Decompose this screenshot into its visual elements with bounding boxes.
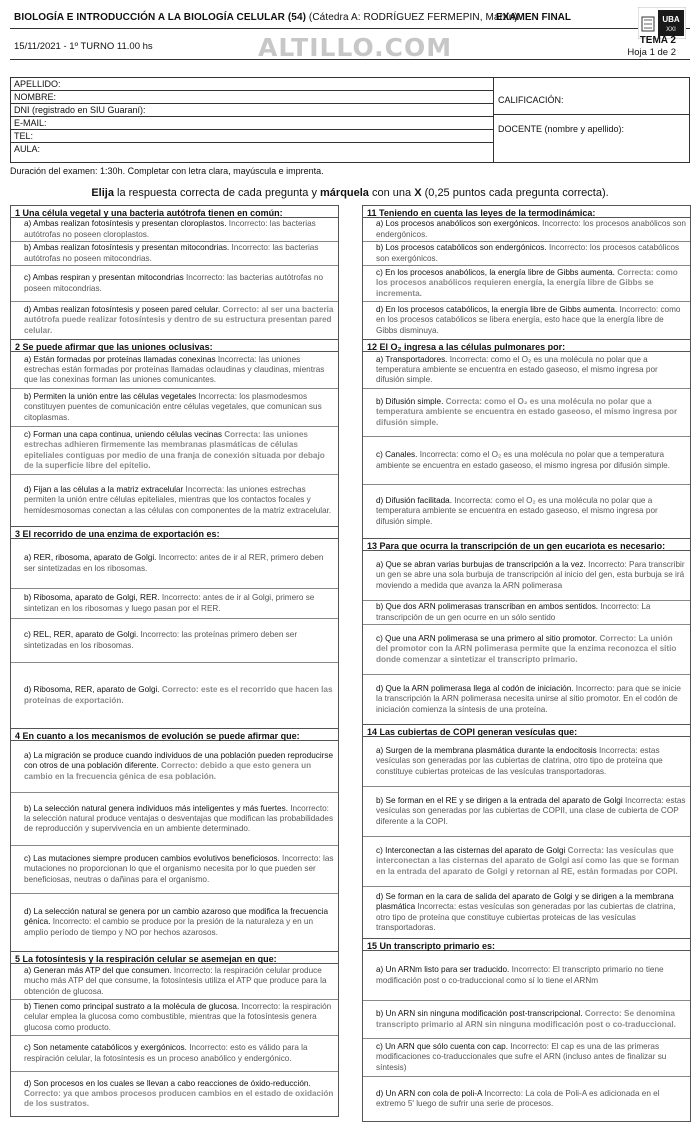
instr-part: (0,25 puntos cada pregunta correcta). xyxy=(421,187,609,199)
option-text: b) Ribosoma, aparato de Golgi, RER. xyxy=(24,593,162,603)
correct-explanation: Correcto: este es el recorrido que hacen las proteínas de exportación. xyxy=(24,685,333,705)
answer-option-text xyxy=(24,430,334,471)
question-block xyxy=(363,340,690,539)
option-text: a) Ambas realizan fotosíntesis y presentan cloroplastos. xyxy=(24,219,229,229)
incorrect-explanation: Incorrecto: la respiración celular emplea la glucosa como combustible, mientras que la fotosíntesis genera glucosa como producto. xyxy=(24,1002,332,1032)
answer-option[interactable] xyxy=(363,737,690,787)
incorrect-explanation: Incorrecta: como el O₂ es una molécula no polar que a temperatura ambiente se encuentra en estado gaseoso, el mismo ingresa por difusión simple. xyxy=(376,354,658,385)
student-field-1[interactable]: NOMBRE: xyxy=(11,91,493,104)
instr-part: Elija xyxy=(91,187,114,199)
header-date-row xyxy=(10,29,690,60)
incorrect-explanation: Incorrecto: La cola de Poli-A es adicionada en el extremo 5' luego de sufrir una serie de procesos. xyxy=(376,1088,660,1108)
option-text: d) En los procesos catabólicos, la energía libre de Gibbs aumenta. xyxy=(376,305,620,315)
exam-type: EXAMEN FINAL xyxy=(496,12,571,23)
answer-option-text xyxy=(376,219,686,239)
answer-option-text xyxy=(376,305,686,336)
answer-option[interactable] xyxy=(363,437,690,485)
option-text: a) La migración se produce cuando individuos de una población pueden reproducirse con otros de una población diferente. xyxy=(24,751,334,771)
answer-option[interactable] xyxy=(363,302,690,340)
option-text: c) Canales. xyxy=(376,450,420,460)
answer-option-text xyxy=(376,268,686,299)
correct-explanation: Correcto: ya que ambos procesos producen cambios en el estado de oxidación de los sustratos. xyxy=(24,1088,334,1109)
answer-option-text xyxy=(376,746,686,777)
question-title: 3 El recorrido de una enzima de exportación es: xyxy=(11,527,338,539)
answer-option-text xyxy=(24,1079,334,1110)
question-title: 15 Un transcripto primario es: xyxy=(363,939,690,951)
answer-option-text xyxy=(24,305,334,336)
question-title: 4 En cuanto a los mecanismos de evolución se puede afirmar que: xyxy=(11,729,338,741)
correct-explanation: Correcto: debido a que esto genera un cambio en la frecuencia génica de esa población. xyxy=(24,761,312,781)
option-text: a) RER, ribosoma, aparato de Golgi. xyxy=(24,553,159,563)
answer-option-text xyxy=(376,560,686,591)
question-block xyxy=(11,340,338,527)
option-text: c) Las mutaciones siempre producen cambios evolutivos beneficiosos. xyxy=(24,854,283,864)
answer-option[interactable] xyxy=(363,625,690,675)
incorrect-explanation: Incorrecto: las bacterias autótrofas no poseen cloroplastos. xyxy=(24,219,316,239)
answer-option[interactable] xyxy=(11,663,338,729)
incorrect-explanation: Incorrecta: estas vesículas son generadas por las cubiertas de clatrina, otro tipo de proteína que constituye cubiertas proteicas de las vesículas transportadoras. xyxy=(376,746,663,776)
answer-option-text xyxy=(24,485,334,516)
answer-option[interactable] xyxy=(363,1039,690,1077)
answer-option[interactable] xyxy=(363,485,690,539)
option-text: d) Son procesos en los cuales se llevan a cabo reacciones de óxido-reducción. xyxy=(24,1078,311,1088)
answer-option-text xyxy=(24,804,334,835)
answer-option[interactable] xyxy=(11,266,338,302)
answer-option[interactable] xyxy=(11,894,338,952)
answer-option[interactable] xyxy=(363,951,690,1001)
correct-explanation: Correcto: Se denomina transcripto primario al ARN sin ninguna modificación post o co-traduccional. xyxy=(376,1009,676,1029)
answer-option-text xyxy=(24,630,334,650)
answer-option-text xyxy=(376,602,686,622)
instr-part: la respuesta correcta de cada pregunta y xyxy=(113,187,321,199)
answer-option-text xyxy=(376,892,686,933)
tema-label: TEMA 2 xyxy=(639,35,676,46)
answer-option[interactable] xyxy=(363,675,690,725)
docente-label: DOCENTE (nombre y apellido): xyxy=(498,124,625,134)
question-block xyxy=(363,725,690,939)
answer-option[interactable] xyxy=(363,218,690,242)
student-field-5[interactable]: AULA: xyxy=(14,144,41,154)
answer-option[interactable] xyxy=(363,887,690,939)
option-text: c) Forman una capa continua, uniendo células vecinas xyxy=(24,430,225,440)
answer-option[interactable] xyxy=(11,1072,338,1116)
question-block xyxy=(11,952,338,1116)
correct-explanation: Correcta: las uniones estrechas adhieren firmemente las membranas plasmáticas de células epiteliales contiguas por medio de una franja de conexión situada por debajo de la superficie libre del epitelio. xyxy=(24,430,325,470)
answer-option[interactable] xyxy=(11,302,338,340)
answer-option[interactable] xyxy=(11,589,338,619)
incorrect-explanation: Incorrecto: el cambio se produce por la presión de la naturaleza y en un amplio período de tiempo y NO por hechos azarosos. xyxy=(24,917,314,937)
answer-option-text xyxy=(24,966,334,997)
student-field-2[interactable]: DNI (registrado en SIU Guaraní): xyxy=(11,104,493,117)
option-text: d) Difusión facilitada. xyxy=(376,496,455,506)
question-block xyxy=(11,527,338,729)
incorrect-explanation: Incorrecto: las mutaciones no proporcionan lo que el organismo necesita por lo que pueden ser beneficiosas, neutras o dañinas para el organismo. xyxy=(24,854,334,884)
incorrect-explanation: Incorrecto: El transcripto primario no tiene modificación post o co-traduccional como sí lo tiene el ARNm xyxy=(376,965,664,985)
incorrect-explanation: Incorrecto: la selección natural produce ventajas o desventajas que modifican las probabilidades de reproducción y supervivencia en un ambiente determinado. xyxy=(24,803,334,834)
answer-option[interactable] xyxy=(11,964,338,1000)
incorrect-explanation: Incorrecto: las bacterias autótrofas no poseen mitocondrias. xyxy=(24,273,324,293)
answer-option-text xyxy=(376,846,686,877)
answer-option[interactable] xyxy=(11,846,338,894)
question-title: 5 La fotosíntesis y la respiración celular se asemejan en que: xyxy=(11,952,338,964)
student-field-0[interactable]: APELLIDO: xyxy=(11,78,493,91)
answer-option-text xyxy=(24,553,334,573)
incorrect-explanation: Incorrecta: estas vesículas son generadas por las cubiertas de clatrina, otro tipo de proteína que constituye cubiertas proteicas de las vesículas transportadoras. xyxy=(376,902,676,932)
answer-option[interactable] xyxy=(363,266,690,302)
correct-explanation: Correcta: como los procesos anabólicos requieren energía, la energía libre de Gibbs se incrementa. xyxy=(376,268,678,298)
answer-option-text xyxy=(24,243,334,263)
incorrect-explanation: Incorrecto: antes de ir al Golgi, primero se sintetizan en los ribosomas y luego pasan por el RER. xyxy=(24,593,315,613)
incorrect-explanation: Incorrecta: estas vesículas son generadas por las cubiertas de COPII, una clase de cubierta de COP diferente a la COPI. xyxy=(376,796,686,826)
question-title: 14 Las cubiertas de COPI generan vesículas que: xyxy=(363,725,690,737)
option-text: d) Un ARN con cola de poli-A xyxy=(376,1088,485,1098)
answer-option-text xyxy=(376,1009,686,1029)
correct-explanation: Correcta: como el O₂ es una molécula no polar que a temperatura ambiente se encuentra en estado gaseoso, el mismo ingresa por difusión simple. xyxy=(376,397,678,427)
logo-subtext: XXI xyxy=(666,27,676,33)
answer-option[interactable] xyxy=(11,352,338,389)
grading-divider xyxy=(494,114,689,115)
correct-explanation: Correcto: La unión del promotor con la ARN polimerasa permite que la enzima reconozca el sitio donde comenzar a sintetizar el transcripto primario. xyxy=(376,634,677,664)
page-indicator: Hoja 1 de 2 xyxy=(627,47,676,58)
incorrect-explanation: Incorrecta: las uniones estrechas permiten la unión entre células epiteliales, mientras que los contactos focales y hemidesmosomas conectan a las células con componentes de la matriz extracelular. xyxy=(24,485,332,515)
instr-part: X xyxy=(414,187,422,199)
option-text: c) En los procesos anabólicos, la energía libre de Gibbs aumenta. xyxy=(376,268,618,278)
answer-option-text xyxy=(24,854,334,885)
option-text: b) Los procesos catabólicos son endergónicos. xyxy=(376,243,549,253)
question-block xyxy=(11,729,338,952)
question-title: 1 Una célula vegetal y una bacteria autótrofa tienen en común: xyxy=(11,206,338,218)
incorrect-explanation: Incorrecto: La transcripción de un gen ocurre en un sólo sentido xyxy=(376,602,651,622)
correct-explanation: Correcta: las vesículas que interconectan a las cisternas del aparato de Golgi así como las que se forman en la entrada del aparato de Golgi y retornan al RE, están formadas por COPI. xyxy=(376,846,680,876)
watermark: ALTILLO.COM xyxy=(258,33,453,62)
correct-explanation: Correcto: al ser una bacteria autótrofa puede realizar fotosíntesis y dentro de su estructura presentan pared celular. xyxy=(24,305,334,335)
answer-option-text xyxy=(24,593,334,613)
question-title: 2 Se puede afirmar que las uniones oclusivas: xyxy=(11,340,338,352)
answer-option[interactable] xyxy=(11,619,338,663)
option-text: a) Surgen de la membrana plasmática durante la endocitosis xyxy=(376,746,600,756)
answer-option[interactable] xyxy=(11,741,338,793)
answer-option[interactable] xyxy=(11,1036,338,1072)
option-text: c) REL, RER, aparato de Golgi. xyxy=(24,630,141,640)
answer-option-text xyxy=(24,392,334,423)
answer-option-text xyxy=(376,496,686,527)
questions-column-right xyxy=(362,205,691,1122)
answer-option-text xyxy=(376,1042,686,1073)
answer-option[interactable] xyxy=(11,389,338,427)
option-text: b) La selección natural genera individuos más inteligentes y más fuertes. xyxy=(24,803,291,813)
incorrect-explanation: Incorrecto: como en los procesos catabólicos se libera energía, esto hace que la energía libre de Gibbs disminuya. xyxy=(376,305,681,335)
student-fields xyxy=(11,78,494,162)
incorrect-explanation: Incorrecto: para que se inicie la transcripción la ARN polimerasa necesita unirse al sitio promotor. En el codón de iniciación comienza la síntesis de una proteína. xyxy=(376,684,681,714)
answer-option[interactable] xyxy=(363,352,690,389)
answer-option[interactable] xyxy=(11,427,338,475)
grading-box xyxy=(494,78,689,162)
logo-text: UBA xyxy=(662,15,680,24)
option-text: d) Fijan a las células a la matriz extracelular xyxy=(24,485,186,495)
answer-option-text xyxy=(24,1002,334,1033)
option-text: a) Que se abran varias burbujas de transcripción a la vez. xyxy=(376,560,589,570)
answer-option[interactable] xyxy=(11,793,338,846)
incorrect-explanation: Incorrecto: los procesos catabólicos son exergónicos. xyxy=(376,243,680,263)
incorrect-explanation: Incorrecto: antes de ir al RER, primero deben ser sintetizadas en los ribosomas. xyxy=(24,553,324,573)
incorrect-explanation: Incorrecta: las uniones estrechas están formadas por proteínas llamadas oclaudinas y claudinas, mientras que las conexinas forman las uniones comunicantes. xyxy=(24,354,325,385)
option-text: b) Ambas realizan fotosíntesis y presentan mitocondrias. xyxy=(24,243,232,253)
option-text: d) Se forman en la cara de salida del aparato de Golgi y se dirigen a la membrana plasmática xyxy=(376,892,674,912)
exam-date-turn: 15/11/2021 - 1º TURNO 11.00 hs xyxy=(14,41,153,52)
catedra-name: (Cátedra A: RODRÍGUEZ FERMEPIN, Martín) xyxy=(308,12,518,23)
answer-option-text xyxy=(376,684,686,715)
option-text: c) Son netamente catabólicos y exergónicos. xyxy=(24,1043,190,1053)
instructions xyxy=(0,187,700,199)
answer-option-text xyxy=(24,685,334,705)
header-title-row xyxy=(10,6,690,33)
option-text: d) Ribosoma, RER, aparato de Golgi. xyxy=(24,685,162,695)
exam-header xyxy=(10,6,690,60)
answer-option-text xyxy=(376,243,686,263)
option-text: c) Interconectan a las cisternas del aparato de Golgi xyxy=(376,846,568,856)
option-text: a) Generan más ATP del que consumen. xyxy=(24,966,174,976)
question-block xyxy=(363,539,690,725)
questions-column-left xyxy=(10,205,339,1117)
incorrect-explanation: Incorrecta: como el O₂ es una molécula no polar que a temperatura ambiente se encuentra en estado gaseoso, el mismo ingresa por difusión simple. xyxy=(376,450,671,470)
answer-option-text xyxy=(376,450,686,470)
incorrect-explanation: Incorrecto: la respiración celular produce mucho más ATP del que consume, la fotosíntesis utiliza el ATP que produce para la obtención de glucosa. xyxy=(24,966,327,996)
answer-option[interactable] xyxy=(363,1001,690,1039)
incorrect-explanation: Incorrecto: las proteínas primero deben ser sintetizadas en los ribosomas. xyxy=(24,630,298,650)
answer-option-text xyxy=(24,1043,334,1063)
answer-option[interactable] xyxy=(363,1077,690,1121)
student-info-box xyxy=(10,77,690,163)
incorrect-explanation: Incorrecto: las bacterias autótrofas no poseen mitocondrias. xyxy=(24,243,319,263)
answer-option[interactable] xyxy=(11,1000,338,1036)
student-field-4[interactable]: TEL: xyxy=(11,130,493,143)
question-title: 12 El O₂ ingresa a las células pulmonares por: xyxy=(363,340,690,352)
course-title xyxy=(14,12,518,23)
incorrect-explanation: Incorrecto: los procesos anabólicos son endergónicos. xyxy=(376,219,686,239)
question-title: 11 Teniendo en cuenta las leyes de la termodinámica: xyxy=(363,206,690,218)
answer-option-text xyxy=(24,355,334,386)
calificacion-label: CALIFICACIÓN: xyxy=(498,95,564,105)
option-text: c) Que una ARN polimerasa se una primero al sitio promotor. xyxy=(376,634,600,644)
answer-option-text xyxy=(376,397,686,428)
answer-option-text xyxy=(376,634,686,665)
incorrect-explanation: Incorrecto: El cap es una de las primeras modificaciones co-traduccionales que sufre el ARN (incluso antes de finalizar su síntesis) xyxy=(376,1042,667,1072)
option-text: a) Un ARNm listo para ser traducido. xyxy=(376,965,512,975)
option-text: b) Un ARN sin ninguna modificación post-transcripcional. xyxy=(376,1009,585,1019)
option-text: a) Transportadores. xyxy=(376,354,450,364)
option-text: b) Difusión simple. xyxy=(376,397,446,407)
option-text: a) Los procesos anabólicos son exergónicos. xyxy=(376,219,543,229)
answer-option[interactable] xyxy=(11,218,338,242)
question-title: 13 Para que ocurra la transcripción de un gen eucariota es necesario: xyxy=(363,539,690,551)
answer-option-text xyxy=(376,965,686,985)
answer-option-text xyxy=(376,355,686,386)
answer-option-text xyxy=(376,796,686,827)
student-field-3[interactable]: E-MAIL: xyxy=(11,117,493,130)
option-text: b) Que dos ARN polimerasas transcriban en ambos sentidos. xyxy=(376,602,601,612)
answer-option-text xyxy=(24,751,334,782)
answer-option[interactable] xyxy=(363,837,690,887)
answer-option-text xyxy=(24,273,334,293)
instr-part: con una xyxy=(368,187,415,199)
exam-duration: Duración del examen: 1:30h. Completar con letra clara, mayúscula e imprenta. xyxy=(10,166,324,176)
option-text: b) Se forman en el RE y se dirigen a la entrada del aparato de Golgi xyxy=(376,796,625,806)
question-block xyxy=(11,206,338,340)
option-text: b) Permiten la unión entre las células vegetales xyxy=(24,392,199,402)
answer-option[interactable] xyxy=(11,242,338,266)
incorrect-explanation: Incorrecta: como el O₂ es una molécula no polar que a temperatura ambiente se encuentra en estado gaseoso, el mismo ingresa por difusión simple. xyxy=(376,496,658,526)
question-block xyxy=(363,206,690,340)
incorrect-explanation: Incorrecto: Para transcribir un gen se abre una sola burbuja de transcripción al inicio del gen, esta burbuja se irá moviendo a medida que avanza la ARN polimerasa xyxy=(376,560,685,590)
answer-option[interactable] xyxy=(363,787,690,837)
option-text: d) La selección natural se genera por un cambio azaroso que modifica la frecuencia génica. xyxy=(24,907,329,927)
answer-option-text xyxy=(24,907,334,938)
answer-option[interactable] xyxy=(11,539,338,589)
option-text: d) Ambas realizan fotosíntesis y poseen pared celular. xyxy=(24,305,223,315)
incorrect-explanation: Incorrecta: los plasmodesmos constituyen puentes de comunicación entre células vegetales, que comunican sus citoplasmas. xyxy=(24,392,322,422)
option-text: d) Que la ARN polimerasa llega al codón de iniciación. xyxy=(376,684,576,694)
answer-option[interactable] xyxy=(363,601,690,625)
incorrect-explanation: Incorrecto: esto es válido para la respiración celular, la fotosíntesis es un proceso anabólico y endergónico. xyxy=(24,1043,308,1063)
option-text: a) Están formadas por proteínas llamadas conexinas xyxy=(24,354,218,364)
answer-option[interactable] xyxy=(363,242,690,266)
answer-option-text xyxy=(24,219,334,239)
option-text: c) Un ARN que sólo cuenta con cap. xyxy=(376,1042,511,1052)
answer-option[interactable] xyxy=(363,551,690,601)
answer-option[interactable] xyxy=(363,389,690,437)
course-name: BIOLOGÍA E INTRODUCCIÓN A LA BIOLOGÍA CELULAR (54) xyxy=(14,12,307,23)
answer-option-text xyxy=(376,1089,686,1109)
option-text: b) Tienen como principal sustrato a la molécula de glucosa. xyxy=(24,1002,242,1012)
answer-option[interactable] xyxy=(11,475,338,527)
question-block xyxy=(363,939,690,1121)
instr-part: márquela xyxy=(320,187,369,199)
option-text: c) Ambas respiran y presentan mitocondrias xyxy=(24,273,187,283)
